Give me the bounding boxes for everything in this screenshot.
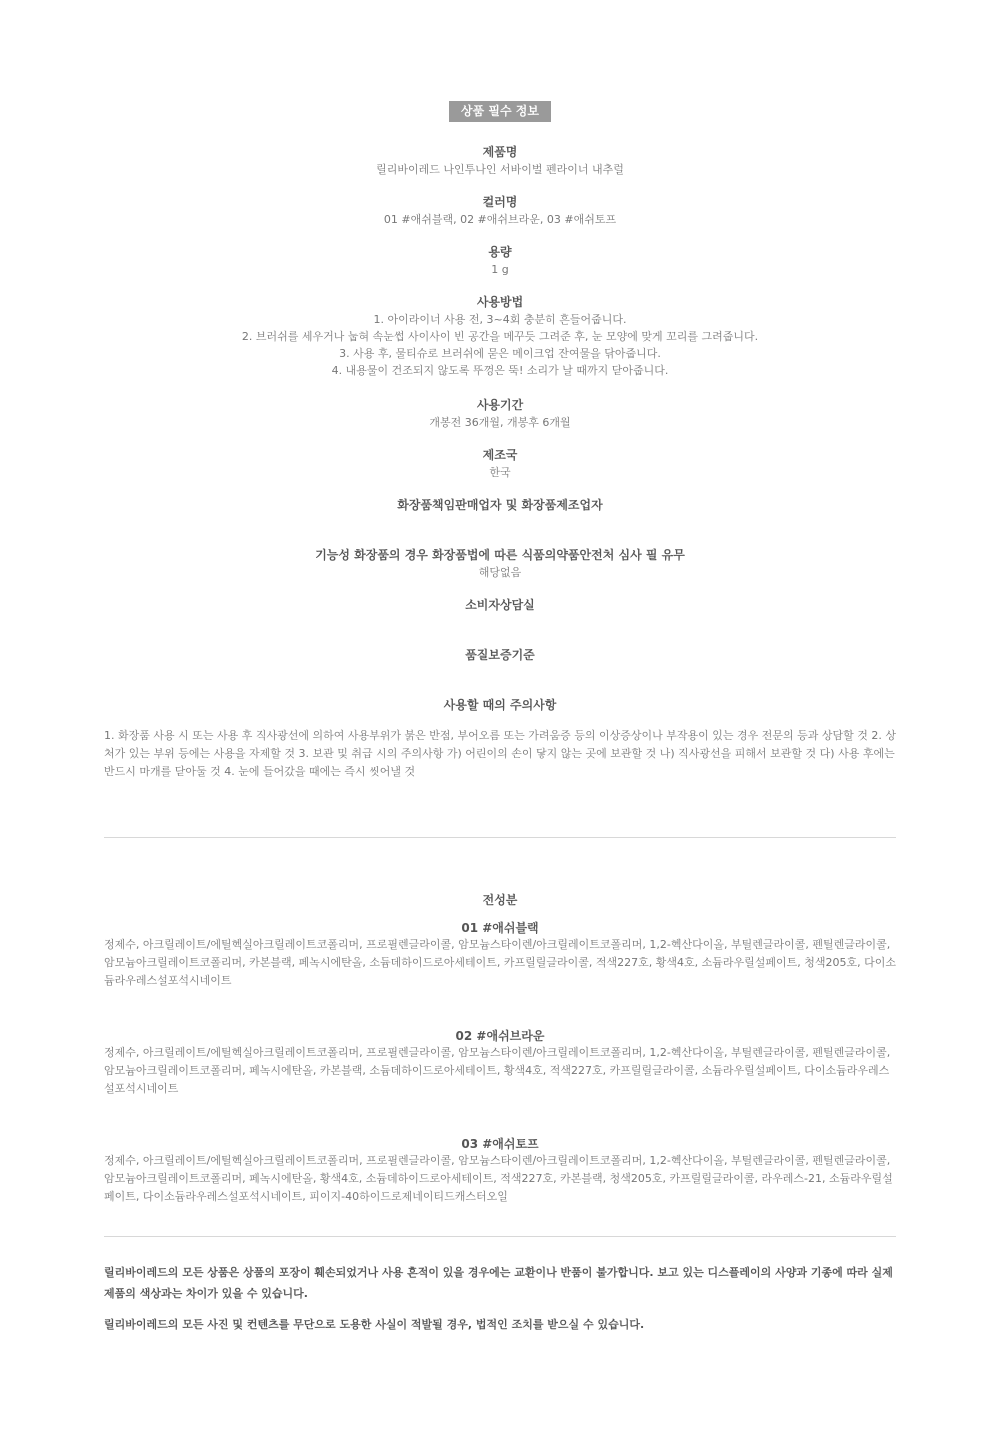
field-capacity <box>0 243 1000 278</box>
field-label: 소비자상담실 <box>465 598 535 612</box>
notice-exchange: 릴리바이레드의 모든 상품은 상품의 포장이 훼손되었거나 사용 흔적이 있을 경우에는 교환이나 반품이 불가합니다. 보고 있는 디스플레이의 사양과 기종에 따라 실제 제품의 색상과는 차이가 있을 수 있습니다. <box>104 1266 893 1300</box>
field-cautions <box>0 696 1000 714</box>
usage-step: 1. 아이라이너 사용 전, 3~4회 충분히 흔들어줍니다. <box>373 313 627 326</box>
ingredient-shade-02 <box>0 1027 1000 1045</box>
field-value: 1 g <box>491 263 509 276</box>
field-value: 01 #애쉬블랙, 02 #애쉬브라운, 03 #애쉬토프 <box>383 213 617 226</box>
section-badge: 상품 필수 정보 <box>449 101 551 122</box>
field-seller-manufacturer <box>0 496 1000 514</box>
field-value: 릴리바이레드 나인투나인 서바이벌 펜라이너 내추럴 <box>376 163 624 176</box>
field-label: 기능성 화장품의 경우 화장품법에 따른 식품의약품안전처 심사 필 유무 <box>315 548 685 562</box>
field-customer-service <box>0 596 1000 614</box>
badge-wrap <box>0 100 1000 122</box>
caution-text: 1. 화장품 사용 시 또는 사용 후 직사광선에 의하여 사용부위가 붉은 반점, 부어오름 또는 가려움증 등의 이상증상이나 부작용이 있는 경우 전문의 등과 상담할 것 2. 상처가 있는 부위 등에는 사용을 자제할 것 3. 보관 및 취급 시의 주의사항 가) 어린이의 손이 닿지 않는 곳에 보관할 것 나) 직사광선을 피해서 보관할 것 다) 사용 후에는 반드시 마개를 닫아둘 것 4. 눈에 들어갔을 때에는 즉시 씻어낼 것 <box>104 729 896 778</box>
ingredient-list-02: 정제수, 아크릴레이트/에틸헥실아크릴레이트코폴리머, 프로필렌글라이콜, 암모늄스타이렌/아크릴레이트코폴리머, 1,2-헥산다이올, 부틸렌글라이콜, 펜틸렌글라이콜, 암모늄아크릴레이트코폴리머, 페녹시에탄올, 카본블랙, 소듐데하이드로아세테이트, 황색4호, 적색227호, 카프릴릴글라이콜, 소듐라우릴설페이트, 다이소듐라우레스설포석시네이트 <box>104 1046 891 1095</box>
field-value: 해당없음 <box>478 566 522 579</box>
field-label: 제품명 <box>482 145 518 159</box>
field-label: 컬러명 <box>482 195 518 209</box>
ingredient-shade-03 <box>0 1135 1000 1153</box>
field-label: 품질보증기준 <box>465 648 535 662</box>
field-product-name <box>0 143 1000 178</box>
shade-name: 03 #애쉬토프 <box>461 1137 539 1151</box>
ingredient-list-01: 정제수, 아크릴레이트/에틸헥실아크릴레이트코폴리머, 프로필렌글라이콜, 암모늄스타이렌/아크릴레이트코폴리머, 1,2-헥산다이올, 부틸렌글라이콜, 펜틸렌글라이콜, 암모늄아크릴레이트코폴리머, 카본블랙, 페녹시에탄올, 소듐데하이드로아세테이트, 카프릴릴글라이콜, 적색227호, 황색4호, 소듐라우릴설페이트, 청색205호, 다이소듐라우레스설포석시네이트 <box>104 938 896 987</box>
field-usage-period <box>0 396 1000 431</box>
field-label: 사용할 때의 주의사항 <box>443 698 557 712</box>
field-label: 제조국 <box>482 448 518 462</box>
shade-name: 01 #애쉬블랙 <box>461 921 539 935</box>
usage-step: 2. 브러쉬를 세우거나 눕혀 속눈썹 사이사이 빈 공간을 메꾸듯 그려준 후, 눈 모양에 맞게 꼬리를 그려줍니다. <box>241 330 759 343</box>
field-usage <box>0 293 1000 379</box>
usage-step: 3. 사용 후, 물티슈로 브러쉬에 묻은 메이크업 잔여물을 닦아줍니다. <box>339 347 661 360</box>
ingredient-shade-01 <box>0 919 1000 937</box>
divider <box>104 1236 896 1237</box>
shade-name: 02 #애쉬브라운 <box>455 1029 545 1043</box>
usage-step: 4. 내용물이 건조되지 않도록 뚜껑은 뚝! 소리가 날 때까지 닫아줍니다. <box>331 364 669 377</box>
field-country <box>0 446 1000 481</box>
field-label: 사용기간 <box>476 398 524 412</box>
divider <box>104 837 896 838</box>
ingredient-list-03: 정제수, 아크릴레이트/에틸헥실아크릴레이트코폴리머, 프로필렌글라이콜, 암모늄스타이렌/아크릴레이트코폴리머, 1,2-헥산다이올, 부틸렌글라이콜, 펜틸렌글라이콜, 암모늄아크릴레이트코폴리머, 페녹시에탄올, 황색4호, 소듐데하이드로아세테이트, 적색227호, 카본블랙, 청색205호, 카프릴릴글라이콜, 라우레스-21, 소듐라우릴설페이트, 다이소듐라우레스설포석시네이트, 피이지-40하이드로제네이티드캐스터오일 <box>104 1154 893 1203</box>
notice-copyright: 릴리바이레드의 모든 사진 및 컨텐츠를 무단으로 도용한 사실이 적발될 경우, 법적인 조치를 받으실 수 있습니다. <box>104 1318 645 1331</box>
field-value: 한국 <box>489 466 511 479</box>
field-functional-review <box>0 546 1000 581</box>
field-label: 사용방법 <box>476 295 524 309</box>
field-label: 화장품책임판매업자 및 화장품제조업자 <box>397 498 603 512</box>
field-color-name <box>0 193 1000 228</box>
field-label: 용량 <box>488 245 512 259</box>
field-value: 개봉전 36개월, 개봉후 6개월 <box>429 416 571 429</box>
field-quality-standard <box>0 646 1000 664</box>
ingredients-title <box>0 891 1000 909</box>
ingredients-heading: 전성분 <box>482 893 518 907</box>
